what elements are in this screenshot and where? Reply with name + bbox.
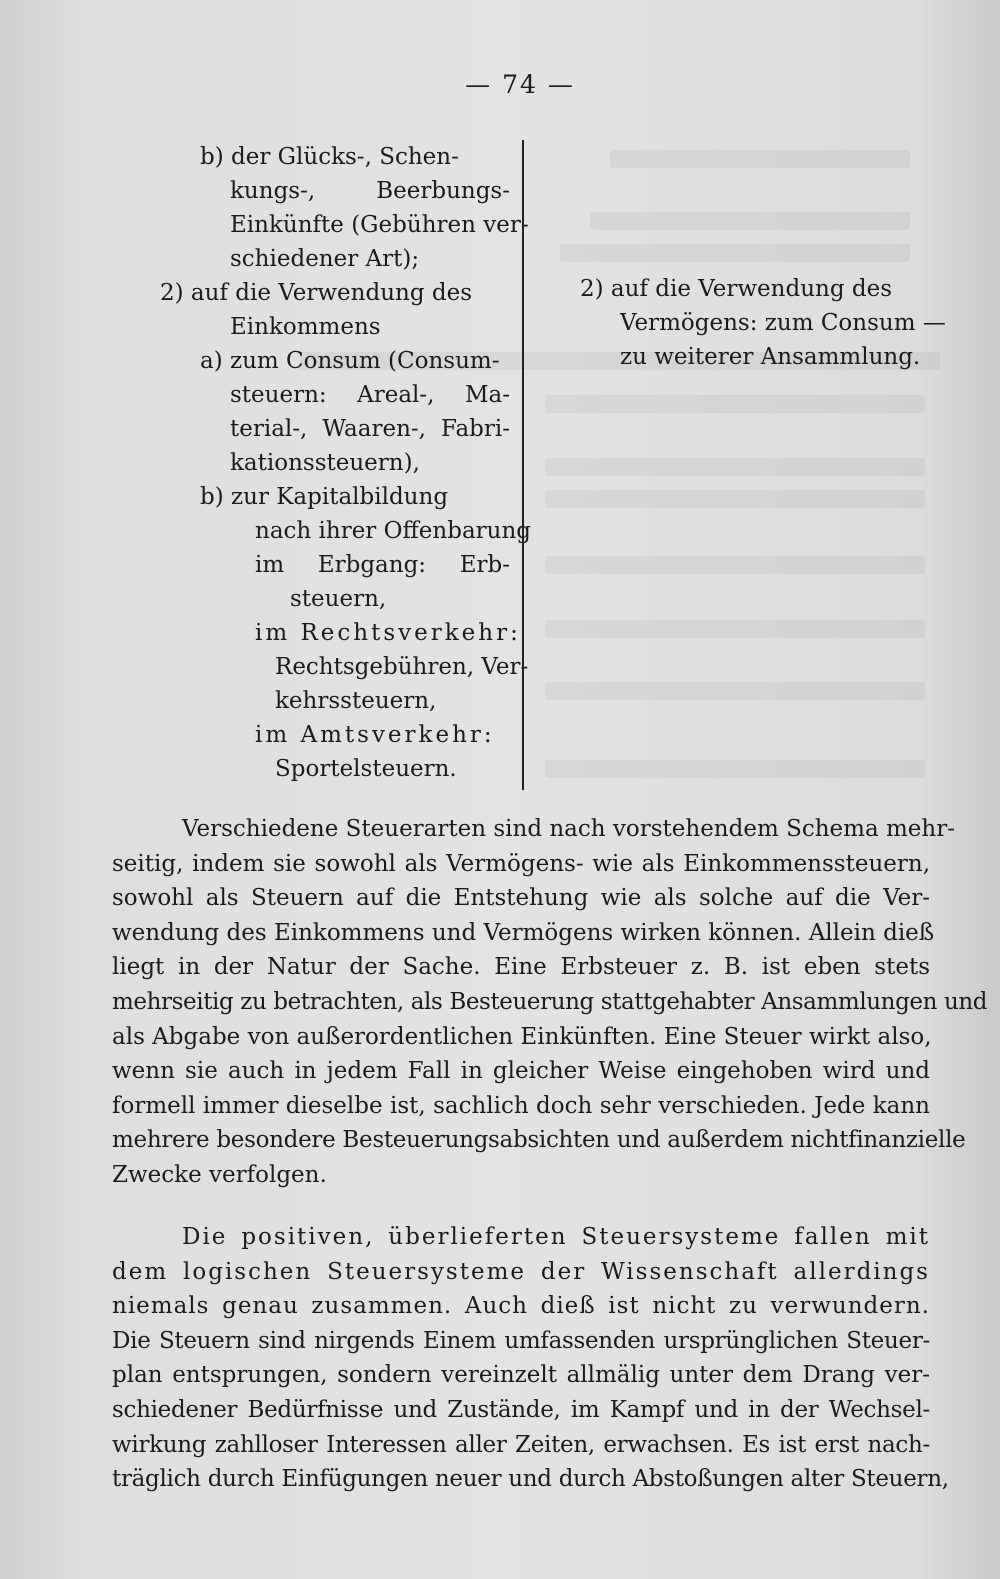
body-line: mehrere besondere Besteuerungsabsichten und außerdem nichtfinanzielle: [112, 1127, 966, 1154]
left-line: kungs-, Beerbungs-: [230, 178, 510, 204]
left-line: steuern,: [290, 586, 387, 612]
right-column: [560, 272, 946, 374]
body-line: mehrseitig zu betrachten, als Besteuerung stattgehabter Ansammlungen und: [112, 988, 988, 1015]
left-line: a) zum Consum (Consum-: [200, 348, 500, 374]
left-line: kationssteuern),: [230, 450, 420, 476]
body-line: sowohl als Steuern auf die Entstehung wie als solche auf die Ver-: [112, 885, 930, 912]
page-number: — 74 —: [465, 70, 575, 99]
left-line: terial-, Waaren-, Fabri-: [230, 416, 510, 442]
paragraph-1: [112, 812, 988, 1193]
body-line: Verschiedene Steuerarten sind nach vorstehendem Schema mehr-: [182, 816, 955, 842]
body-line: liegt in der Natur der Sache. Eine Erbsteuer z. B. ist eben stets: [112, 954, 930, 981]
left-line: b) zur Kapitalbildung: [200, 484, 449, 510]
body-line: niemals genau zusammen. Auch dieß ist nicht zu verwundern.: [112, 1293, 930, 1320]
body-line: schiedener Bedürfnisse und Zustände, im Kampf und in der Wechsel-: [112, 1396, 930, 1423]
left-line: im Rechtsverkehr:: [255, 620, 521, 646]
left-line: steuern: Areal-, Ma-: [230, 382, 510, 408]
left-line: kehrssteuern,: [275, 688, 437, 714]
body-line: Die positiven, überlieferten Steuersysteme fallen mit: [182, 1224, 930, 1250]
body-line: Die Steuern sind nirgends Einem umfassenden ursprünglichen Steuer-: [112, 1327, 930, 1354]
body-line: wenn sie auch in jedem Fall in gleicher Weise eingehoben wird und: [112, 1058, 930, 1085]
right-line: 2) auf die Verwendung des: [580, 276, 893, 302]
body-line: wendung des Einkommens und Vermögens wirken können. Allein dieß: [112, 919, 935, 946]
paragraph-2: [112, 1220, 949, 1497]
body-line: Zwecke verfolgen.: [112, 1161, 327, 1188]
left-line: 2) auf die Verwendung des: [160, 280, 473, 306]
left-line: nach ihrer Offenbarung: [255, 518, 532, 544]
left-line: schiedener Art);: [230, 246, 420, 272]
body-line: wirkung zahlloser Interessen aller Zeiten, erwachsen. Es ist erst nach-: [112, 1431, 930, 1458]
right-line: Vermögens: zum Consum —: [620, 310, 946, 336]
left-column: [150, 140, 532, 786]
left-line: Einkommens: [230, 314, 381, 340]
left-line: Rechtsgebühren, Ver-: [275, 654, 529, 680]
left-line: im Amtsverkehr:: [255, 722, 495, 748]
body-line: als Abgabe von außerordentlichen Einkünften. Eine Steuer wirkt also,: [112, 1023, 932, 1050]
body-line: träglich durch Einfügungen neuer und durch Abstoßungen alter Steuern,: [112, 1466, 949, 1493]
body-line: formell immer dieselbe ist, sachlich doch sehr verschieden. Jede kann: [112, 1092, 930, 1119]
body-line: plan entsprungen, sondern vereinzelt allmälig unter dem Drang ver-: [112, 1362, 930, 1389]
right-line: zu weiterer Ansammlung.: [620, 344, 921, 370]
body-line: seitig, indem sie sowohl als Vermögens- wie als Einkommenssteuern,: [112, 850, 930, 877]
left-line: Einkünfte (Gebühren ver-: [230, 212, 529, 238]
left-line: b) der Glücks-, Schen-: [200, 144, 459, 170]
left-line: Sportelsteuern.: [275, 756, 457, 782]
body-line: dem logischen Steuersysteme der Wissenschaft allerdings: [112, 1258, 930, 1285]
left-line: im Erbgang: Erb-: [255, 552, 510, 578]
